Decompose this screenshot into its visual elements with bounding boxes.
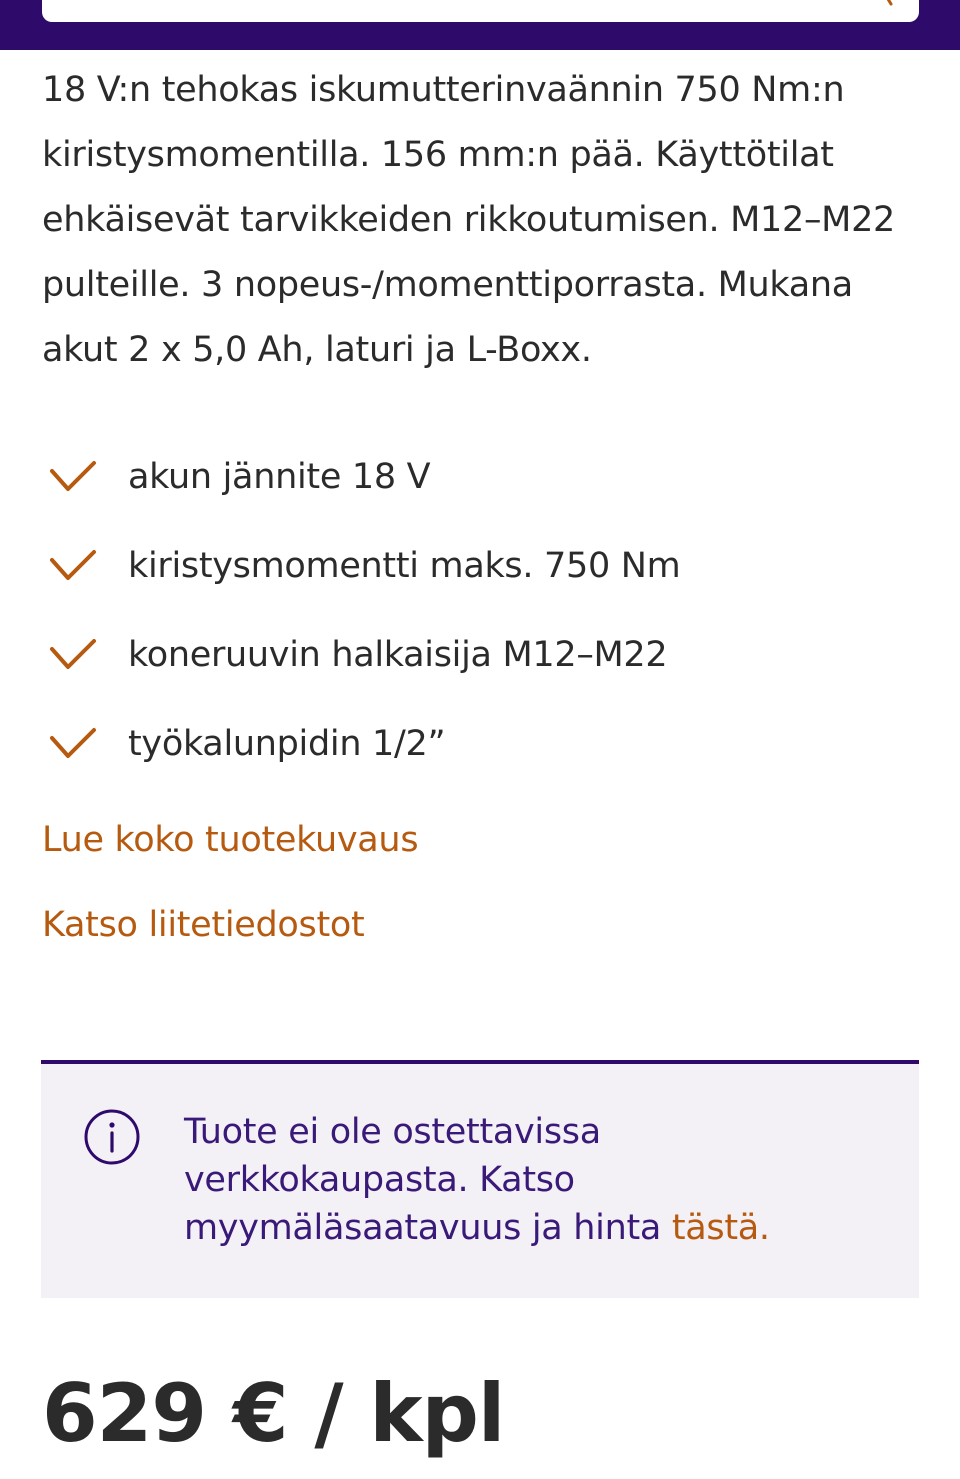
feature-item bbox=[42, 521, 922, 610]
feature-label: työkalunpidin 1/2” bbox=[128, 723, 446, 764]
top-header bbox=[0, 0, 960, 50]
feature-label: kiristysmomentti maks. 750 Nm bbox=[128, 545, 681, 586]
read-full-description-link[interactable]: Lue koko tuotekuvaus bbox=[42, 820, 419, 860]
search-input[interactable] bbox=[42, 0, 919, 22]
store-availability-link[interactable]: tästä. bbox=[671, 1208, 770, 1248]
attachments-link[interactable]: Katso liitetiedostot bbox=[42, 905, 365, 945]
feature-item bbox=[42, 699, 922, 788]
product-description: 18 V:n tehokas iskumutterinvaännin 750 Nm:n kiristysmomentilla. 156 mm:n pää. Käyttötilat ehkäisevät tarvikkeiden rikkoutumisen. M12–M22 pulteille. 3 nopeus-/momenttiporrasta. Mukana akut 2 x 5,0 Ah, laturi ja L-Boxx. bbox=[42, 70, 896, 370]
feature-label: akun jännite 18 V bbox=[128, 456, 431, 497]
notice-message: Tuote ei ole ostettavissa verkkokaupasta. Katso myymäläsaatavuus ja hinta bbox=[184, 1112, 672, 1248]
notice-text bbox=[184, 1108, 824, 1252]
check-icon bbox=[48, 457, 98, 497]
check-icon bbox=[48, 546, 98, 586]
check-icon bbox=[48, 724, 98, 764]
feature-item bbox=[42, 610, 922, 699]
availability-notice bbox=[41, 1060, 919, 1298]
price: 629 € / kpl bbox=[42, 1367, 505, 1460]
feature-label: koneruuvin halkaisija M12–M22 bbox=[128, 634, 668, 675]
feature-list bbox=[42, 432, 922, 788]
feature-item bbox=[42, 432, 922, 521]
check-icon bbox=[48, 635, 98, 675]
search-icon[interactable] bbox=[881, 0, 897, 10]
info-icon bbox=[83, 1108, 141, 1166]
